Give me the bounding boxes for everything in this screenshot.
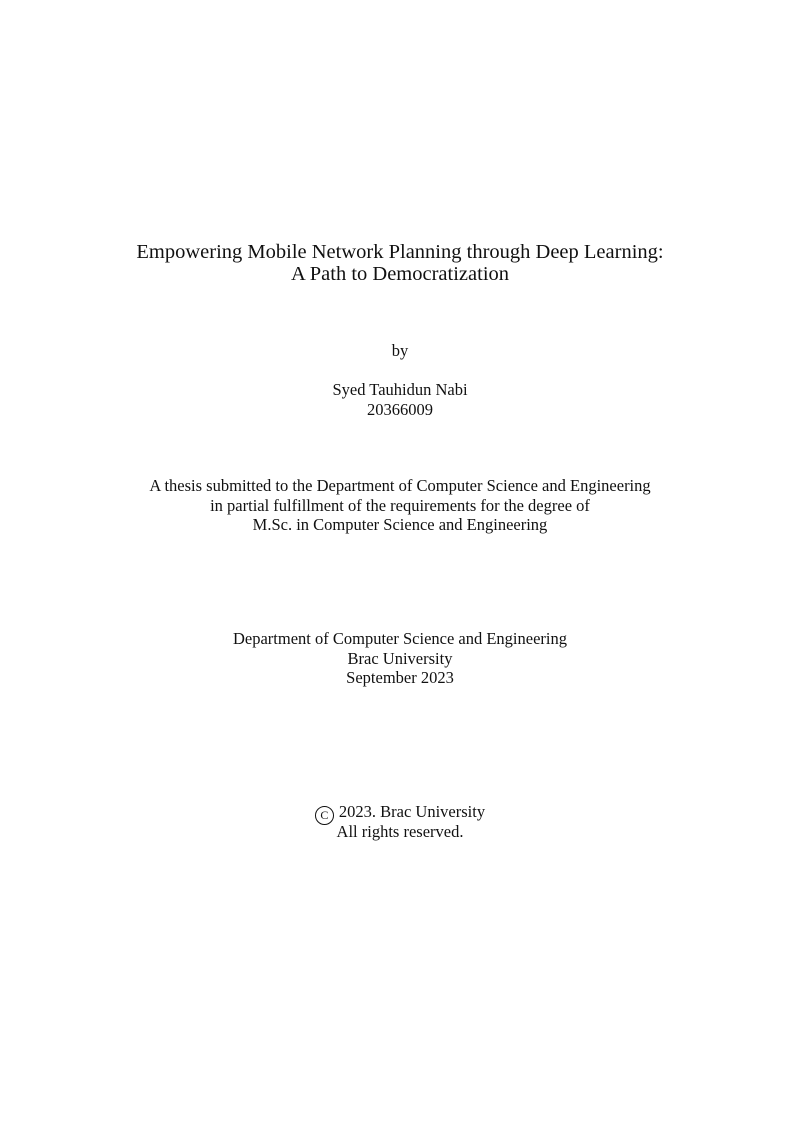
university-name: Brac University	[347, 649, 453, 668]
thesis-title-line-1: Empowering Mobile Network Planning through Deep Learning:	[136, 241, 664, 263]
student-id: 20366009	[367, 400, 433, 419]
degree-name: M.Sc. in Computer Science and Engineering	[252, 515, 548, 534]
copyright-icon: C	[315, 806, 334, 825]
by-label: by	[391, 341, 409, 360]
copyright-text: 2023. Brac University	[338, 802, 486, 821]
rights-reserved: All rights reserved.	[336, 822, 464, 841]
submission-date: September 2023	[346, 668, 454, 687]
submission-statement-line-2: in partial fulfillment of the requirements for the degree of	[210, 496, 590, 515]
author-name: Syed Tauhidun Nabi	[332, 380, 468, 399]
submission-statement-line-1: A thesis submitted to the Department of Computer Science and Engineering	[149, 476, 651, 495]
department-name: Department of Computer Science and Engineering	[232, 629, 567, 648]
thesis-title-line-2: A Path to Democratization	[290, 263, 510, 285]
